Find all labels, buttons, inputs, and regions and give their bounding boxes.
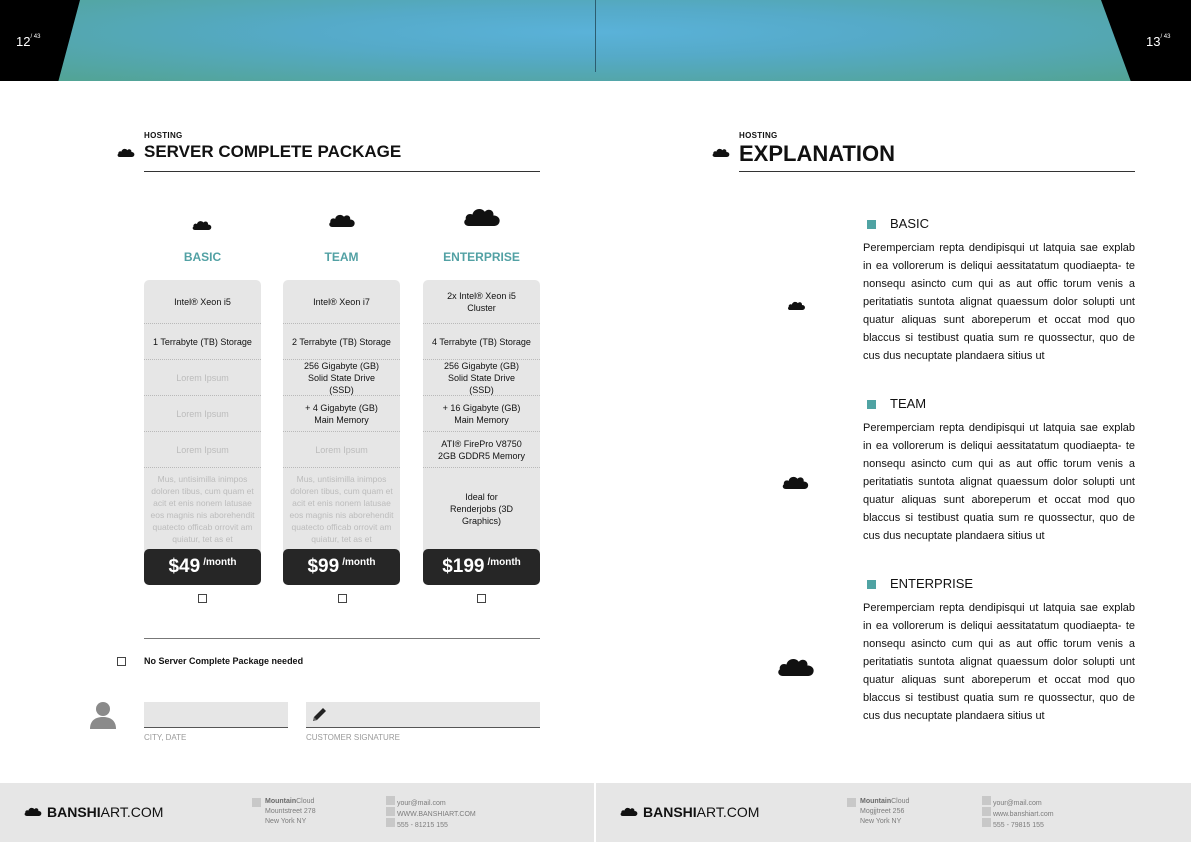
- feature-description: Mus, untisimilla inimpos doloren tibus, cum quam et acit et enis nonem latusae eos magnis nis aborehendit quatecto officab orrovit am quiatur, tet as et: [289, 474, 394, 544]
- section-heading-basic: BASIC: [890, 216, 930, 231]
- address-left: MountainCloud Mountstreet 278 New York NY: [265, 798, 316, 825]
- feature-cell: 1 Terrabyte (TB) Storage: [144, 324, 261, 360]
- feature-cell: 2x Intel® Xeon i5 Cluster: [423, 280, 540, 324]
- no-package-checkbox[interactable]: [117, 657, 126, 666]
- cloud-medium-icon: [781, 474, 810, 489]
- divider: [144, 638, 540, 639]
- section-text-basic: Peremperciam repta dendipisqui ut latquia sae explab in ea vollorerum is deliqui aessitatatum quodiaepta- te nonsequ asincto cum qui as aut offic torum venis a peritatiatis suntota alignat quaessum dolor solupti unt quatur aliquas sunt aboreperum et occat mod quo blaccus si testibust quatia sum re quossectur, quo de cus dus necuptate plandaera sitius ut: [863, 242, 1135, 362]
- title-rule-left: [144, 171, 540, 172]
- building-icon: [252, 798, 261, 807]
- cloud-large-icon: [777, 655, 815, 676]
- feature-cell: 256 Gigabyte (GB) Solid State Drive (SSD): [423, 360, 540, 396]
- price-badge-team: $99 /month: [283, 549, 400, 585]
- plan-name-basic: BASIC: [183, 250, 222, 264]
- cloud-medium-icon: [328, 212, 356, 227]
- section-marker: [867, 580, 876, 589]
- left-kicker: HOSTING: [144, 131, 183, 140]
- contact-left: your@mail.com WWW.BANSHIART.COM 555 - 81215 155: [386, 796, 476, 829]
- feature-description: Ideal for Renderjobs (3D Graphics): [449, 492, 514, 526]
- cloud-icon: [117, 147, 135, 157]
- select-team-checkbox[interactable]: [338, 594, 347, 603]
- feature-cell: Intel® Xeon i7: [283, 280, 400, 324]
- brand-logo-left: BANSHIART.COM: [47, 804, 164, 820]
- feature-cell: 256 Gigabyte (GB) Solid State Drive (SSD): [283, 360, 400, 396]
- section-text-enterprise: Peremperciam repta dendipisqui ut latquia sae explab in ea vollorerum is deliqui aessitatatum quodiaepta- te nonsequ asincto cum qui as aut offic torum venis a peritatiatis suntota alignat quaessum dolor solupti unt quatur aliquas sunt aboreperum et occat mod quo blaccus si testibust quatia sum re quossectur, quo de cus dus necuptate plandaera sitius ut: [863, 602, 1135, 722]
- no-package-label: No Server Complete Package needed: [144, 656, 304, 666]
- plan-name-enterprise: ENTERPRISE: [443, 250, 520, 264]
- city-date-label: CITY, DATE: [144, 733, 187, 742]
- feature-cell: Lorem Ipsum: [283, 432, 400, 468]
- feature-cell: Lorem Ipsum: [144, 360, 261, 396]
- plan-card-basic: [144, 280, 261, 585]
- section-marker: [867, 220, 876, 229]
- select-enterprise-checkbox[interactable]: [477, 594, 486, 603]
- section-marker: [867, 400, 876, 409]
- plan-card-team: [283, 280, 400, 585]
- pen-icon: [311, 706, 328, 723]
- cloud-icon: [712, 147, 730, 157]
- price-badge-basic: $49 /month: [144, 549, 261, 585]
- feature-cell: + 16 Gigabyte (GB) Main Memory: [423, 396, 540, 432]
- title-rule-right: [739, 171, 1135, 172]
- page-title-left: SERVER COMPLETE PACKAGE: [144, 142, 402, 161]
- page-spine: [595, 0, 596, 72]
- feature-cell: Lorem Ipsum: [144, 432, 261, 468]
- price-badge-enterprise: $199 /month: [423, 549, 540, 585]
- section-heading-enterprise: ENTERPRISE: [890, 576, 974, 591]
- logo-cloud-icon: [620, 806, 638, 816]
- feature-cell: Lorem Ipsum: [144, 396, 261, 432]
- signature-field[interactable]: [306, 702, 540, 728]
- phone-icon: [982, 818, 991, 827]
- page-title-right: EXPLANATION: [739, 141, 896, 166]
- section-heading-team: TEAM: [890, 396, 927, 411]
- feature-cell: Intel® Xeon i5: [144, 280, 261, 324]
- address-right: MountainCloud Mogjjtreet 256 New York NY: [860, 798, 910, 825]
- right-kicker: HOSTING: [739, 131, 778, 140]
- signature-label: CUSTOMER SIGNATURE: [306, 733, 400, 742]
- brand-logo-right: BANSHIART.COM: [643, 804, 760, 820]
- plan-card-enterprise: [423, 280, 540, 585]
- feature-cell: 4 Terrabyte (TB) Storage: [423, 324, 540, 360]
- right-page-number: $13^{/ 43}$: [1146, 34, 1171, 49]
- feature-cell: 2 Terrabyte (TB) Storage: [283, 324, 400, 360]
- section-text-team: Peremperciam repta dendipisqui ut latquia sae explab in ea vollorerum is deliqui aessitatatum quodiaepta- te nonsequ asincto cum qui as aut offic torum venis a peritatiatis suntota alignat quaessum dolor solupti unt quatur aliquas sunt aboreperum et occat mod quo blaccus si testibust quatia sum re quossectur, quo de cus dus necuptate plandaera sitius ut: [863, 422, 1135, 542]
- left-page-number: $12^{/ 43}$: [16, 34, 41, 49]
- feature-cell: + 4 Gigabyte (GB) Main Memory: [283, 396, 400, 432]
- phone-icon: [386, 818, 395, 827]
- mail-icon: [386, 796, 395, 805]
- cloud-large-icon: [463, 205, 501, 226]
- mail-icon: [982, 796, 991, 805]
- cloud-small-icon: [192, 219, 212, 230]
- contact-right: your@mail.com www.banshiart.com 555 - 79815 155: [982, 796, 1054, 829]
- feature-cell: ATI® FirePro V8750 2GB GDDR5 Memory: [423, 432, 540, 468]
- web-icon: [982, 807, 991, 816]
- feature-description: Mus, untisimilla inimpos doloren tibus, cum quam et acit et enis nonem latusae eos magnis nis aborehendit quatecto officab orrovit am quiatur, tet as et: [150, 474, 255, 544]
- city-date-field[interactable]: [144, 702, 288, 728]
- web-icon: [386, 807, 395, 816]
- plan-name-team: TEAM: [324, 250, 359, 264]
- logo-cloud-icon: [24, 806, 42, 816]
- cloud-small-icon: [787, 300, 806, 310]
- building-icon: [847, 798, 856, 807]
- person-icon: [89, 700, 117, 729]
- select-basic-checkbox[interactable]: [198, 594, 207, 603]
